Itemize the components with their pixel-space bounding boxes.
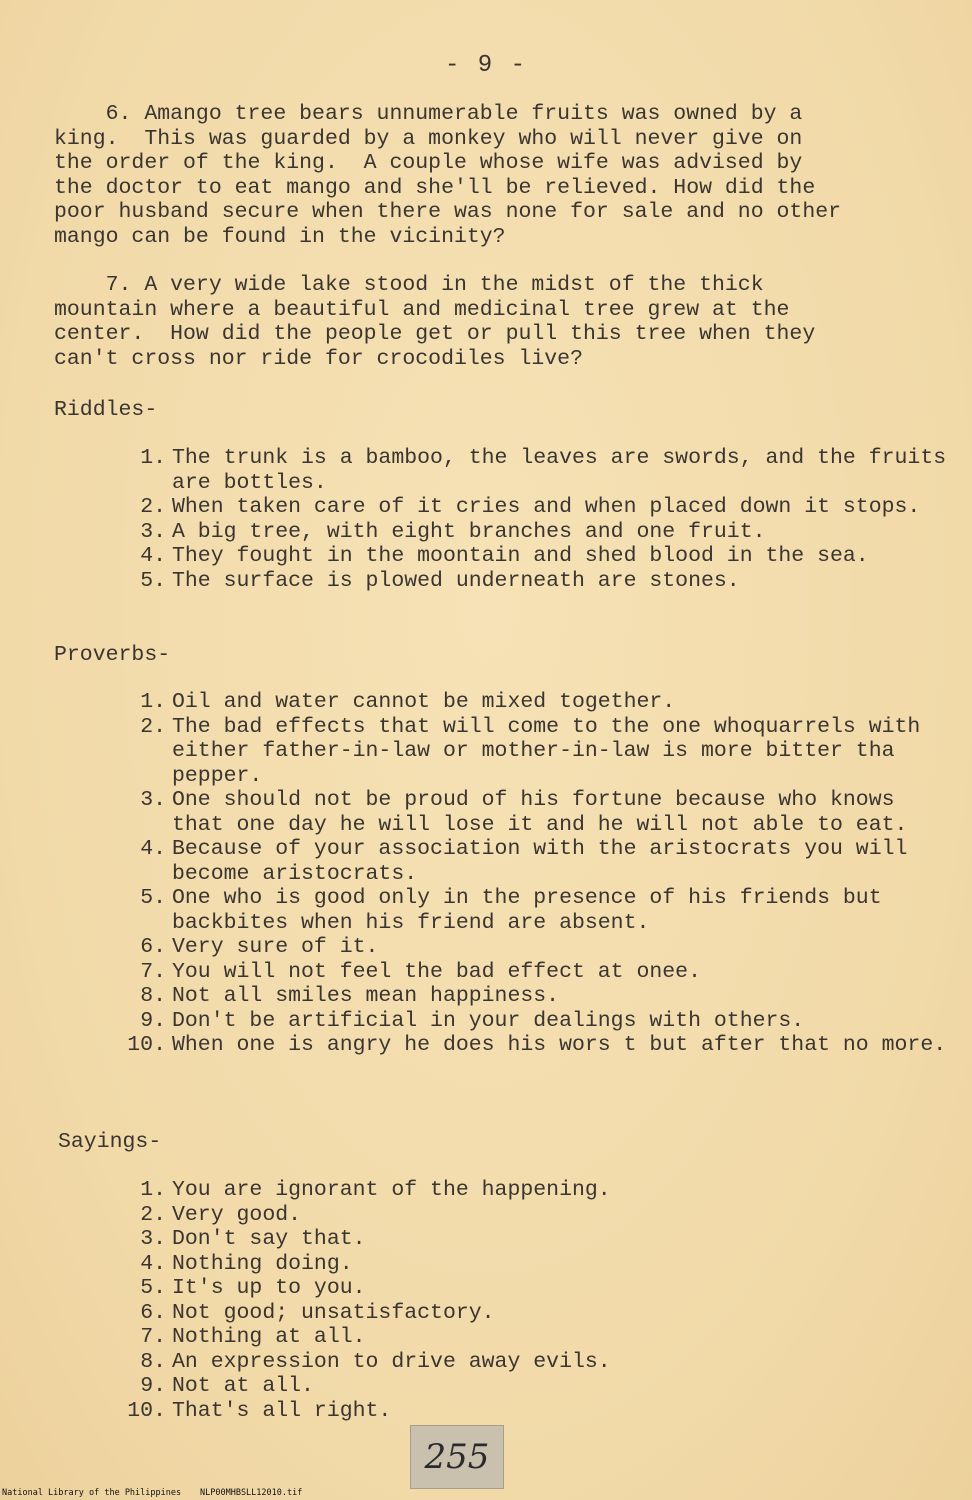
item-text: Oil and water cannot be mixed together. xyxy=(172,690,676,714)
list-item xyxy=(110,837,950,886)
item-number: 1. xyxy=(140,446,166,470)
item-number: 5. xyxy=(140,886,166,910)
item-text: They fought in the moontain and shed blood in the sea. xyxy=(172,544,869,568)
list-item xyxy=(110,984,950,1009)
sayings-heading: Sayings- xyxy=(58,1130,162,1154)
list-item xyxy=(110,1227,950,1252)
item-number: 2. xyxy=(140,495,166,519)
item-number: 9. xyxy=(140,1008,166,1033)
sayings-list xyxy=(110,1178,950,1423)
item-text: The bad effects that will come to the one whoquarrels with either father-in-law or mother-in-law is more bitter tha pepper. xyxy=(172,714,921,788)
item-number: 10. xyxy=(127,1033,166,1057)
list-item xyxy=(110,446,950,495)
list-item xyxy=(110,1399,950,1424)
library-label: National Library of the Philippines xyxy=(2,1488,182,1498)
item-text: One should not be proud of his fortune because who knows that one day he will lose it and he will not able to eat. xyxy=(172,788,908,837)
item-number: 4. xyxy=(140,1251,166,1276)
item-number: 6. xyxy=(140,1300,166,1325)
list-item xyxy=(110,1009,950,1034)
item-text: When one is angry he does his wors t but after that no more. xyxy=(172,1033,947,1057)
list-item xyxy=(110,1178,950,1203)
item-number: 10. xyxy=(127,1398,166,1423)
list-item xyxy=(110,690,950,715)
list-item xyxy=(110,935,950,960)
item-number: 9. xyxy=(140,1374,166,1398)
item-text: A big tree, with eight branches and one fruit. xyxy=(172,519,766,544)
list-item xyxy=(110,886,950,935)
item-number: 4. xyxy=(140,544,166,568)
item-number: 6. xyxy=(140,935,166,959)
list-item xyxy=(110,520,950,545)
item-number: 1. xyxy=(140,1178,166,1202)
page-stamp: 255 xyxy=(410,1425,504,1489)
paragraph-6: 6. Amango tree bears unnumerable fruits was owned by a king. This was guarded by a monkey who will never give on the order of the king. A couple whose wife was advised by the doctor to eat mango and she'll be relieved. How did the poor husband secure when there was none for sale and no other mango can be found in the vicinity? xyxy=(54,102,842,249)
paragraph-7: 7. A very wide lake stood in the midst of the thick mountain where a beautiful and medicinal tree grew at the center. How did the people get or pull this tree when they can't cross nor ride for crocodiles live? xyxy=(54,273,816,371)
list-item xyxy=(110,1033,950,1058)
riddles-list xyxy=(110,446,950,593)
item-text: When taken care of it cries and when placed down it stops. xyxy=(172,495,921,519)
list-item xyxy=(110,1252,950,1277)
item-text: Not at all. xyxy=(172,1374,314,1398)
list-item xyxy=(110,544,950,569)
page-number: - 9 - xyxy=(444,52,527,79)
proverbs-list xyxy=(110,690,950,1058)
item-text: Very good. xyxy=(172,1202,302,1227)
item-text: Don't say that. xyxy=(172,1227,366,1251)
list-item xyxy=(110,1374,950,1399)
item-number: 8. xyxy=(140,1349,166,1374)
item-text: The trunk is a bamboo, the leaves are swords, and the fruits are bottles. xyxy=(172,446,947,495)
item-number: 5. xyxy=(140,568,166,593)
file-label: NLP00MHBSLL12010.tif xyxy=(200,1488,303,1498)
list-item xyxy=(110,495,950,520)
item-text: Not good; unsatisfactory. xyxy=(172,1300,495,1325)
item-text: One who is good only in the presence of his friends but backbites when his friend are absent. xyxy=(172,886,882,935)
item-number: 7. xyxy=(140,959,166,984)
proverbs-heading: Proverbs- xyxy=(54,643,171,667)
item-text: Don't be artificial in your dealings with others. xyxy=(172,1008,805,1033)
item-number: 2. xyxy=(140,714,166,739)
list-item xyxy=(110,1325,950,1350)
list-item xyxy=(110,788,950,837)
list-item xyxy=(110,1276,950,1301)
item-number: 5. xyxy=(140,1276,166,1300)
item-number: 8. xyxy=(140,984,166,1008)
item-number: 7. xyxy=(140,1325,166,1349)
item-number: 3. xyxy=(140,1227,166,1251)
item-text: You will not feel the bad effect at onee. xyxy=(172,959,701,984)
list-item xyxy=(110,960,950,985)
item-text: The surface is plowed underneath are stones. xyxy=(172,568,740,593)
item-text: That's all right. xyxy=(172,1398,392,1423)
item-number: 4. xyxy=(140,837,166,861)
item-text: Nothing doing. xyxy=(172,1251,353,1276)
item-text: Very sure of it. xyxy=(172,935,379,959)
item-text: Nothing at all. xyxy=(172,1325,366,1349)
item-number: 3. xyxy=(140,788,166,812)
list-item xyxy=(110,1301,950,1326)
item-text: Because of your association with the aristocrats you will become aristocrats. xyxy=(172,837,908,886)
item-text: Not all smiles mean happiness. xyxy=(172,984,560,1008)
list-item xyxy=(110,569,950,594)
list-item xyxy=(110,715,950,789)
item-number: 2. xyxy=(140,1202,166,1227)
list-item xyxy=(110,1203,950,1228)
list-item xyxy=(110,1350,950,1375)
item-number: 3. xyxy=(140,519,166,544)
riddles-heading: Riddles- xyxy=(54,398,158,422)
item-number: 1. xyxy=(140,690,166,714)
item-text: An expression to drive away evils. xyxy=(172,1349,611,1374)
item-text: It's up to you. xyxy=(172,1276,366,1300)
item-text: You are ignorant of the happening. xyxy=(172,1178,611,1202)
